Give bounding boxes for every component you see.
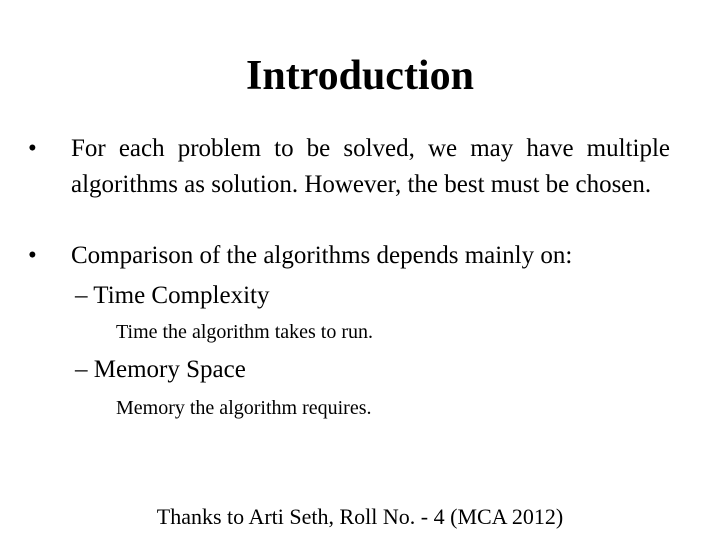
bullet-icon: • xyxy=(28,242,37,269)
sub-item-memory-space: – Memory Space xyxy=(75,356,246,383)
footer-credit: Thanks to Arti Seth, Roll No. - 4 (MCA 2012) xyxy=(156,504,564,529)
bullet-text: Comparison of the algorithms depends mainly on: xyxy=(71,242,573,269)
sub-item-time-complexity: – Time Complexity xyxy=(75,282,270,309)
slide-title: Introduction xyxy=(246,53,474,99)
bullet-icon: • xyxy=(28,135,37,162)
bullet-text: For each problem to be solved, we may have multiple algorithms as solution. However, the best must be chosen. xyxy=(71,135,670,198)
sub-item-detail-time: Time the algorithm takes to run. xyxy=(116,321,374,343)
sub-item-detail-memory: Memory the algorithm requires. xyxy=(116,397,372,419)
bullet-item xyxy=(28,131,670,203)
bullet-item xyxy=(28,238,670,274)
